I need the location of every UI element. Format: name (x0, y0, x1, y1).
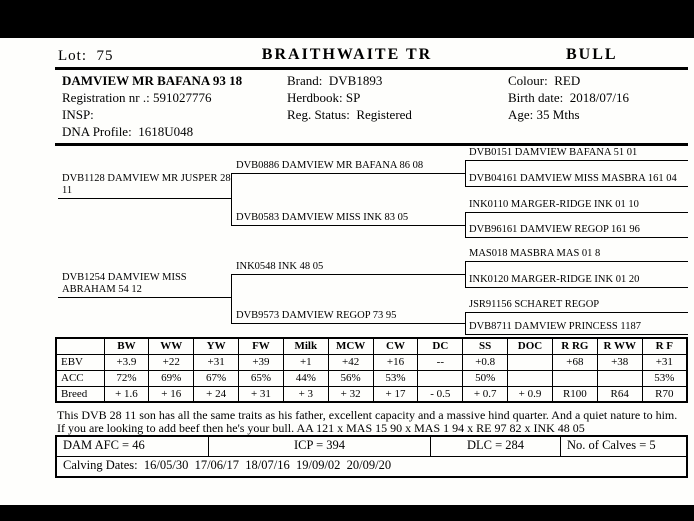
ebv-cell: 50% (463, 370, 508, 386)
ebv-cell: 72% (104, 370, 149, 386)
pedigree-connector (465, 312, 466, 335)
ebv-cell: 44% (283, 370, 328, 386)
pedigree-sire-sire: DVB0886 DAMVIEW MR BAFANA 86 08 (232, 157, 466, 174)
ebv-row (56, 354, 687, 370)
ebv-cell: + 17 (373, 386, 418, 402)
birth-date: Birth date: 2018/07/16 (508, 90, 629, 105)
ebv-row-label: Breed (56, 386, 104, 402)
notes-text: This DVB 28 11 son has all the same traits as his father, excellent capacity and a massive hind quarter. And a quiet nature to him. If you are looking to add beef then he's your bull. AA 121 x MAS 15 90 x MAS 1 94 x RE 97 82 x INK 48 05 (57, 408, 681, 435)
ebv-col-header: MCW (328, 338, 373, 354)
ebv-cell (418, 370, 463, 386)
ebv-cell: 53% (642, 370, 687, 386)
ebv-cell: + 0.7 (463, 386, 508, 402)
ebv-cell: + 0.9 (508, 386, 553, 402)
ebv-cell: 53% (373, 370, 418, 386)
stat-dlc: DLC = 284 (431, 437, 561, 456)
ebv-cell (597, 370, 642, 386)
pedigree-connector (231, 274, 232, 324)
ebv-row-label: EBV (56, 354, 104, 370)
ebv-cell (552, 370, 597, 386)
stats-row (57, 437, 686, 457)
pedigree-gg-4: DVB96161 DAMVIEW REGOP 161 96 (465, 222, 688, 238)
ebv-cell: - 0.5 (418, 386, 463, 402)
pedigree-gg-8: DVB8711 DAMVIEW PRINCESS 1187 (465, 319, 688, 335)
pedigree-gg-7: JSR91156 SCHARET REGOP (465, 297, 688, 313)
acc-row (56, 370, 687, 386)
pedigree-connector (231, 173, 232, 226)
pedigree-sire-dam: DVB0583 DAMVIEW MISS INK 83 05 (232, 209, 466, 226)
ebv-cell (508, 354, 553, 370)
ebv-cell: + 1.6 (104, 386, 149, 402)
herdbook: Herdbook: SP (287, 90, 361, 105)
ebv-cell: R64 (597, 386, 642, 402)
ebv-row-label: ACC (56, 370, 104, 386)
catalog-sheet (0, 38, 694, 505)
ebv-table (55, 337, 688, 403)
pedigree-connector (465, 160, 466, 187)
ebv-cell: +42 (328, 354, 373, 370)
ebv-cell: 67% (194, 370, 239, 386)
ebv-col-header: Milk (283, 338, 328, 354)
ebv-cell: 69% (149, 370, 194, 386)
ebv-cell: + 24 (194, 386, 239, 402)
pedigree-gg-5: MAS018 MASBRA MAS 01 8 (465, 246, 688, 262)
ebv-col-header: R F (642, 338, 687, 354)
lot-number: Lot: 75 (58, 48, 114, 64)
breeder-title: BRAITHWAITE TR (261, 46, 433, 63)
ebv-cell: + 16 (149, 386, 194, 402)
top-bar (0, 0, 694, 38)
ebv-col-header: DOC (508, 338, 553, 354)
ebv-cell: +31 (194, 354, 239, 370)
ebv-col-header: R RG (552, 338, 597, 354)
pedigree-connector (465, 212, 466, 238)
breed-row (56, 386, 687, 402)
stats-box (55, 435, 688, 478)
bottom-bar (0, 505, 694, 521)
ebv-cell: 56% (328, 370, 373, 386)
pedigree-sire: DVB1128 DAMVIEW MR JUSPER 28 11 (58, 169, 232, 199)
dna-profile: DNA Profile: 1618U048 (62, 124, 194, 139)
pedigree-gg-6: INK0120 MARGER-RIDGE INK 01 20 (465, 272, 688, 288)
pedigree-connector (465, 261, 466, 288)
calving-dates: Calving Dates: 16/05/30 17/06/17 18/07/16 19/09/02 20/09/20 (63, 458, 392, 472)
reg-status: Reg. Status: Registered (287, 107, 412, 122)
ebv-cell: + 31 (239, 386, 284, 402)
ebv-cell: +68 (552, 354, 597, 370)
ebv-cell: 65% (239, 370, 284, 386)
ebv-cell: +16 (373, 354, 418, 370)
pedigree-dam-sire: INK0548 INK 48 05 (232, 258, 466, 275)
ebv-cell: + 3 (283, 386, 328, 402)
ebv-col-header: BW (104, 338, 149, 354)
animal-name: DAMVIEW MR BAFANA 93 18 (62, 73, 243, 88)
pedigree-gg-1: DVB0151 DAMVIEW BAFANA 51 01 (465, 145, 688, 161)
ebv-col-header: R WW (597, 338, 642, 354)
ebv-cell: +1 (283, 354, 328, 370)
pedigree-gg-3: INK0110 MARGER-RIDGE INK 01 10 (465, 197, 688, 213)
sex-label: BULL (566, 46, 618, 63)
ebv-cell: R100 (552, 386, 597, 402)
ebv-col-header: DC (418, 338, 463, 354)
pedigree-dam: DVB1254 DAMVIEW MISS ABRAHAM 54 12 (58, 268, 232, 298)
brand: Brand: DVB1893 (287, 73, 383, 88)
ebv-col-header: CW (373, 338, 418, 354)
insp-label: INSP: (62, 107, 94, 122)
ebv-col-header: YW (194, 338, 239, 354)
ebv-cell: +0.8 (463, 354, 508, 370)
ebv-cell: +31 (642, 354, 687, 370)
pedigree-gg-2: DVB04161 DAMVIEW MISS MASBRA 161 04 (465, 171, 688, 187)
ebv-col-header: SS (463, 338, 508, 354)
ebv-col-header: FW (239, 338, 284, 354)
ebv-header-row (56, 338, 687, 354)
registration-number: Registration nr .: 591027776 (62, 90, 212, 105)
pedigree-dam-dam: DVB9573 DAMVIEW REGOP 73 95 (232, 307, 466, 324)
colour: Colour: RED (508, 73, 581, 88)
age: Age: 35 Mths (508, 107, 580, 122)
ebv-col-header: WW (149, 338, 194, 354)
ebv-cell: +3.9 (104, 354, 149, 370)
stat-dam-afc: DAM AFC = 46 (57, 437, 209, 456)
ebv-cell: R70 (642, 386, 687, 402)
stat-calf-count: No. of Calves = 5 (567, 438, 656, 452)
ebv-cell: +38 (597, 354, 642, 370)
ebv-col-header (56, 338, 104, 354)
stat-icp: ICP = 394 (209, 437, 431, 456)
ebv-cell (508, 370, 553, 386)
ebv-cell: + 32 (328, 386, 373, 402)
header-rule (55, 67, 688, 70)
ebv-cell: +39 (239, 354, 284, 370)
ebv-cell: -- (418, 354, 463, 370)
ebv-cell: +22 (149, 354, 194, 370)
